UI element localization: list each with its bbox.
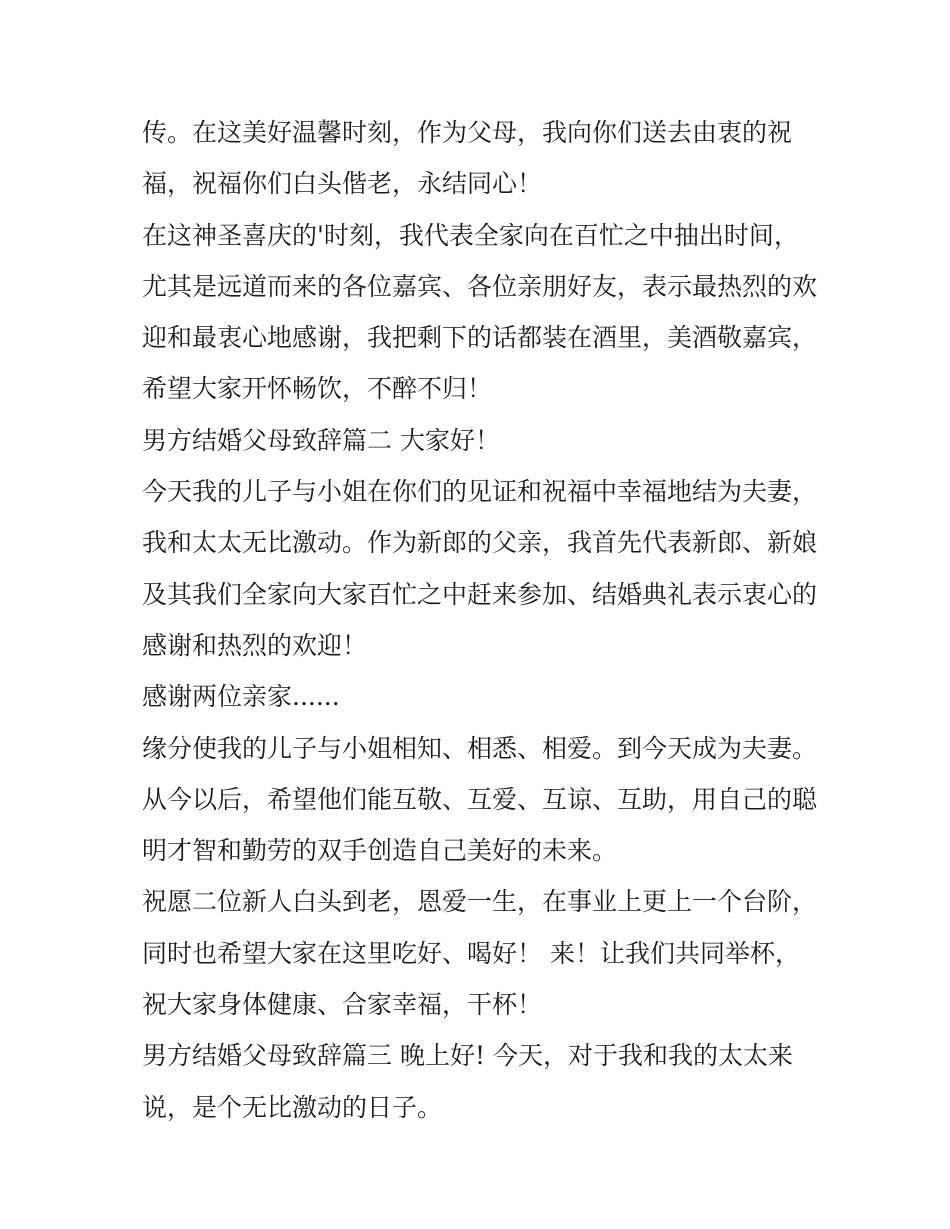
section-heading: 男方结婚父母致辞篇二 大家好！: [142, 425, 500, 455]
text-line: 明才智和勤劳的双手创造自己美好的未来。: [142, 836, 618, 866]
text-line: 及其我们全家向大家百忙之中赶来参加、结婚典礼表示衷心的: [142, 579, 818, 609]
text-line: 传。在这美好温馨时刻，作为父母，我向你们送去由衷的祝: [142, 118, 793, 147]
text-line: 今天我的儿子与小姐在你们的见证和祝福中幸福地结为夫妻，: [142, 477, 818, 507]
section-heading: 男方结婚父母致辞篇三 晚上好! 今天，对于我和我的太太来: [142, 1041, 793, 1071]
text-line: 感谢和热烈的欢迎！: [142, 630, 368, 660]
text-line: 祝愿二位新人白头到老，恩爱一生，在事业上更上一个台阶，: [142, 887, 818, 917]
text-line: 同时也希望大家在这里吃好、喝好！ 来！让我们共同举杯，: [142, 938, 800, 968]
text-line: 从今以后，希望他们能互敬、互爱、互谅、互助，用自己的聪: [142, 784, 818, 814]
text-line: 我和太太无比激动。作为新郎的父亲，我首先代表新郎、新娘: [142, 528, 818, 558]
text-line: 缘分使我的儿子与小姐相知、相悉、相爱。到今天成为夫妻。: [142, 733, 818, 763]
text-line: 在这神圣喜庆的'时刻，我代表全家向在百忙之中抽出时间，: [142, 220, 799, 250]
text-line: 尤其是远道而来的各位嘉宾、各位亲朋好友，表示最热烈的欢: [142, 271, 818, 301]
text-line: 福，祝福你们白头偕老，永结同心！: [142, 169, 543, 199]
text-line: 迎和最衷心地感谢，我把剩下的话都装在酒里，美酒敬嘉宾，: [142, 323, 818, 353]
text-line: 说，是个无比激动的日子。: [142, 1092, 443, 1122]
text-line: 感谢两位亲家......: [142, 682, 340, 712]
text-line: 希望大家开怀畅饮，不醉不归！: [142, 374, 493, 404]
text-line: 祝大家身体健康、合家幸福，干杯！: [142, 990, 543, 1020]
document-body: [142, 107, 842, 1133]
